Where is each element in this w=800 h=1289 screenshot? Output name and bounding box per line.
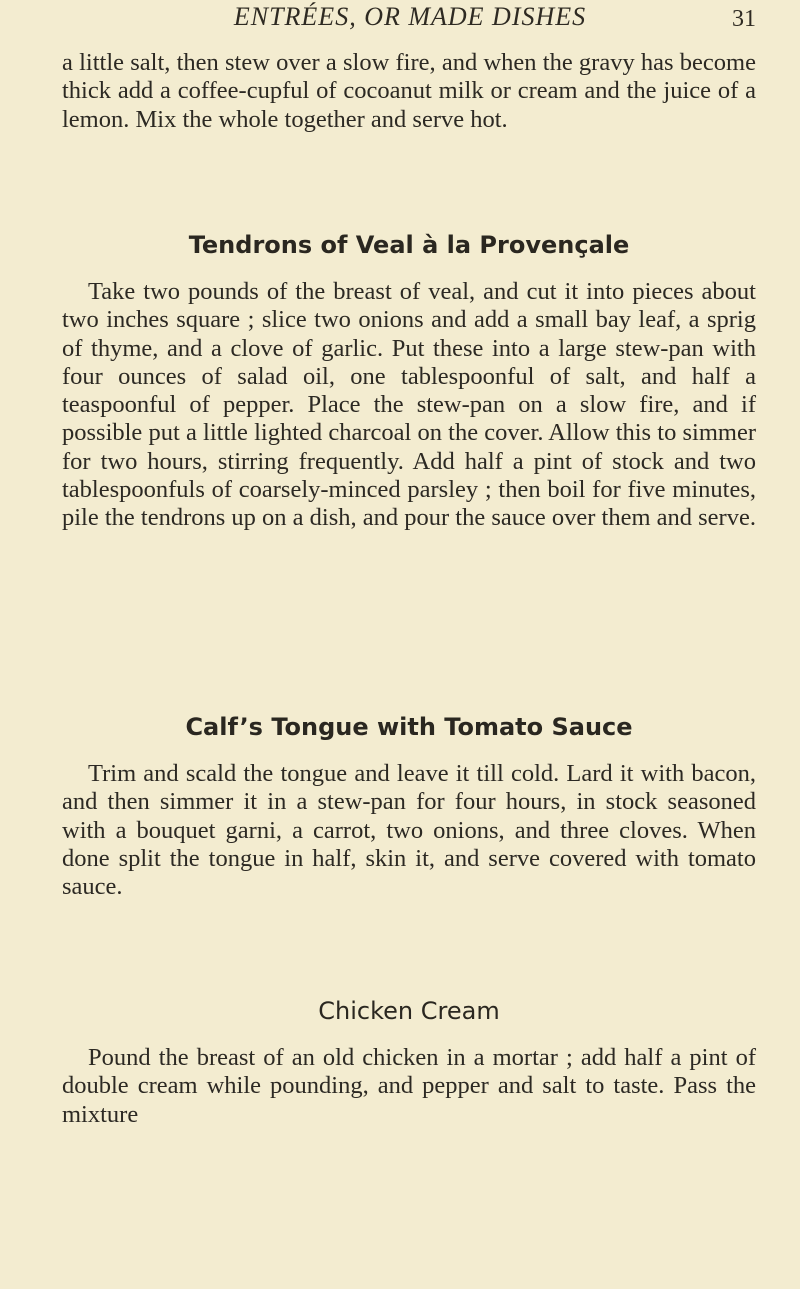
paragraph-calfs-tongue: Trim and scald the tongue and leave it till cold. Lard it with bacon, and then simmer it in a stew-pan for four hours, in stock seasoned with a bouquet garni, a carrot, two onions, and three cloves. When done split the tongue in half, skin it, and serve covered with tomato sauce.	[62, 760, 756, 901]
heading-chicken-cream: Chicken Cream	[318, 997, 500, 1025]
heading-calfs-tongue: Calf’s Tongue with Tomato Sauce	[185, 713, 633, 741]
heading-tendrons-of-veal: Tendrons of Veal à la Provençale	[188, 231, 630, 259]
page-number: 31	[732, 6, 756, 32]
paragraph-tendrons-of-veal: Take two pounds of the breast of veal, and cut it into pieces about two inches square ; slice two onions and add a small bay leaf, a sprig of thyme, and a clove of garlic. Put these into a large stew-pan with four ounces of salad oil, one tablespoonful of salt, and half a teaspoonful of pepper. Place the stew-pan on a slow fire, and if possible put a little lighted charcoal on the cover. Allow this to simmer for two hours, stirring frequently. Add half a pint of stock and two tablespoonfuls of coarsely-minced parsley ; then boil for five minutes, pile the tendrons up on a dish, and pour the sauce over them and serve.	[62, 278, 756, 532]
paragraph-chicken-cream: Pound the breast of an old chicken in a mortar ; add half a pint of double cream while pounding, and pepper and salt to taste. Pass the mixture	[62, 1044, 756, 1128]
paragraph-continuation: a little salt, then stew over a slow fire, and when the gravy has become thick add a coffee-cupful of cocoanut milk or cream and the juice of a lemon. Mix the whole together and serve hot.	[62, 49, 756, 133]
running-head: ENTRÉES, OR MADE DISHES	[233, 2, 587, 31]
